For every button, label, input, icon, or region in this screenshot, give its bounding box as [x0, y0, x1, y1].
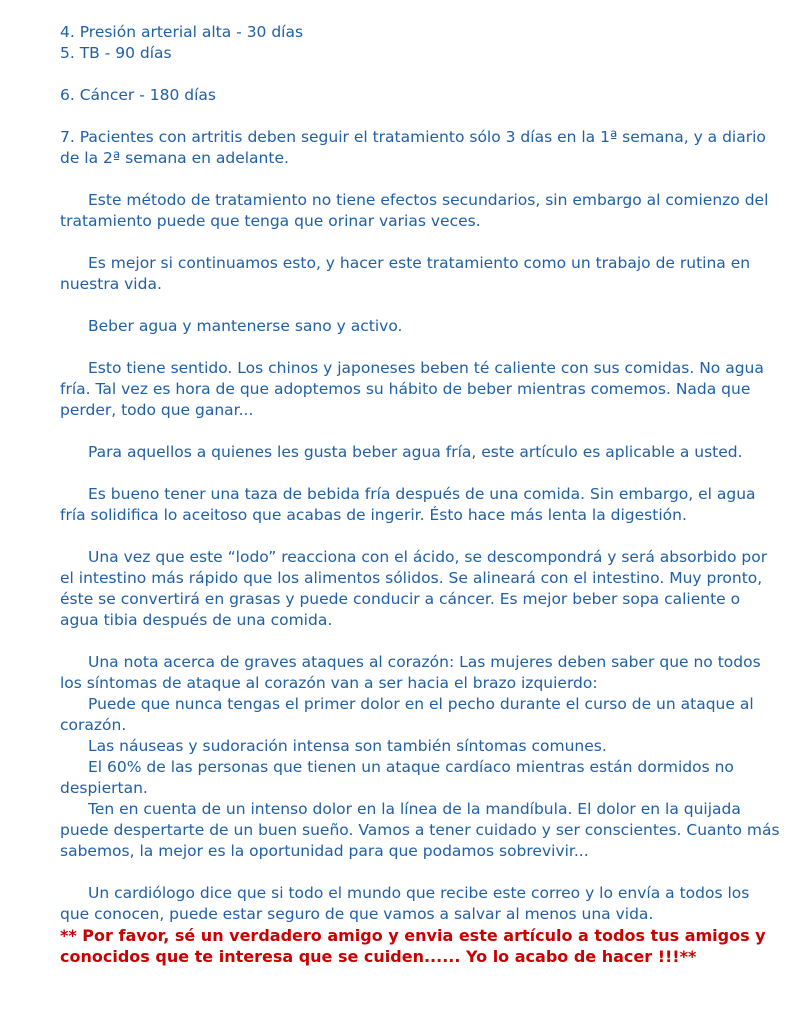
list-item-4: 4. Presión arterial alta - 30 días — [60, 23, 304, 41]
spacer — [60, 64, 780, 85]
spacer — [60, 463, 780, 484]
share-warning: ** Por favor, sé un verdadero amigo y envia este artículo a todos tus amigos y conocidos que te interesa que se cuiden...... Yo lo acabo de hacer !!!** — [60, 926, 766, 966]
paragraph-heart-attack-note: Una nota acerca de graves ataques al corazón: Las mujeres deben saber que no todos los síntomas de ataque al corazón van a ser hacia el brazo izquierdo: — [60, 653, 761, 692]
paragraph-nausea: Las náuseas y sudoración intensa son también síntomas comunes. — [88, 737, 607, 755]
spacer — [60, 106, 780, 127]
paragraph-cold-drink: Es bueno tener una taza de bebida fría después de una comida. Sin embargo, el agua fría solidifica lo aceitoso que acabas de ingerir. Ésto hace más lenta la digestión. — [60, 485, 756, 524]
spacer — [60, 295, 780, 316]
list-item-7: 7. Pacientes con artritis deben seguir el tratamiento sólo 3 días en la 1ª semana, y a diario de la 2ª semana en adelante. — [60, 128, 766, 167]
spacer — [60, 631, 780, 652]
spacer — [60, 862, 780, 883]
spacer — [60, 232, 780, 253]
spacer — [60, 421, 780, 442]
paragraph-sleep: El 60% de las personas que tienen un ataque cardíaco mientras están dormidos no despiertan. — [60, 758, 734, 797]
list-item-5: 5. TB - 90 días — [60, 44, 172, 62]
paragraph-chest-pain: Puede que nunca tengas el primer dolor en el pecho durante el curso de un ataque al corazón. — [60, 695, 754, 734]
paragraph-cold-water: Para aquellos a quienes les gusta beber agua fría, este artículo es aplicable a usted. — [88, 443, 743, 461]
spacer — [60, 337, 780, 358]
spacer — [60, 526, 780, 547]
paragraph-drink-water: Beber agua y mantenerse sano y activo. — [88, 317, 403, 335]
spacer — [60, 169, 780, 190]
list-item-6: 6. Cáncer - 180 días — [60, 86, 216, 104]
paragraph-hot-tea: Esto tiene sentido. Los chinos y japoneses beben té caliente con sus comidas. No agua fría. Tal vez es hora de que adoptemos su hábito de beber mientras comemos. Nada que perder, todo que ganar... — [60, 359, 764, 419]
paragraph-sludge: Una vez que este “lodo” reacciona con el ácido, se descompondrá y será absorbido por el intestino más rápido que los alimentos sólidos. Se alineará con el intestino. Muy pronto, éste se convertirá en grasas y puede conducir a cáncer. Es mejor beber sopa caliente o agua tibia después de una comida. — [60, 548, 768, 629]
paragraph-routine: Es mejor si continuamos esto, y hacer este tratamiento como un trabajo de rutina en nuestra vida. — [60, 254, 751, 293]
paragraph-side-effects: Este método de tratamiento no tiene efectos secundarios, sin embargo al comienzo del tratamiento puede que tenga que orinar varias veces. — [60, 191, 769, 230]
paragraph-cardiologist: Un cardiólogo dice que si todo el mundo que recibe este correo y lo envía a todos los que conocen, puede estar seguro de que vamos a salvar al menos una vida. — [60, 884, 750, 923]
paragraph-jaw-pain: Ten en cuenta de un intenso dolor en la línea de la mandíbula. El dolor en la quijada puede despertarte de un buen sueño. Vamos a tener cuidado y ser conscientes. Cuanto más sabemos, la mejor es la oportunidad para que podamos sobrevivir... — [60, 800, 780, 860]
